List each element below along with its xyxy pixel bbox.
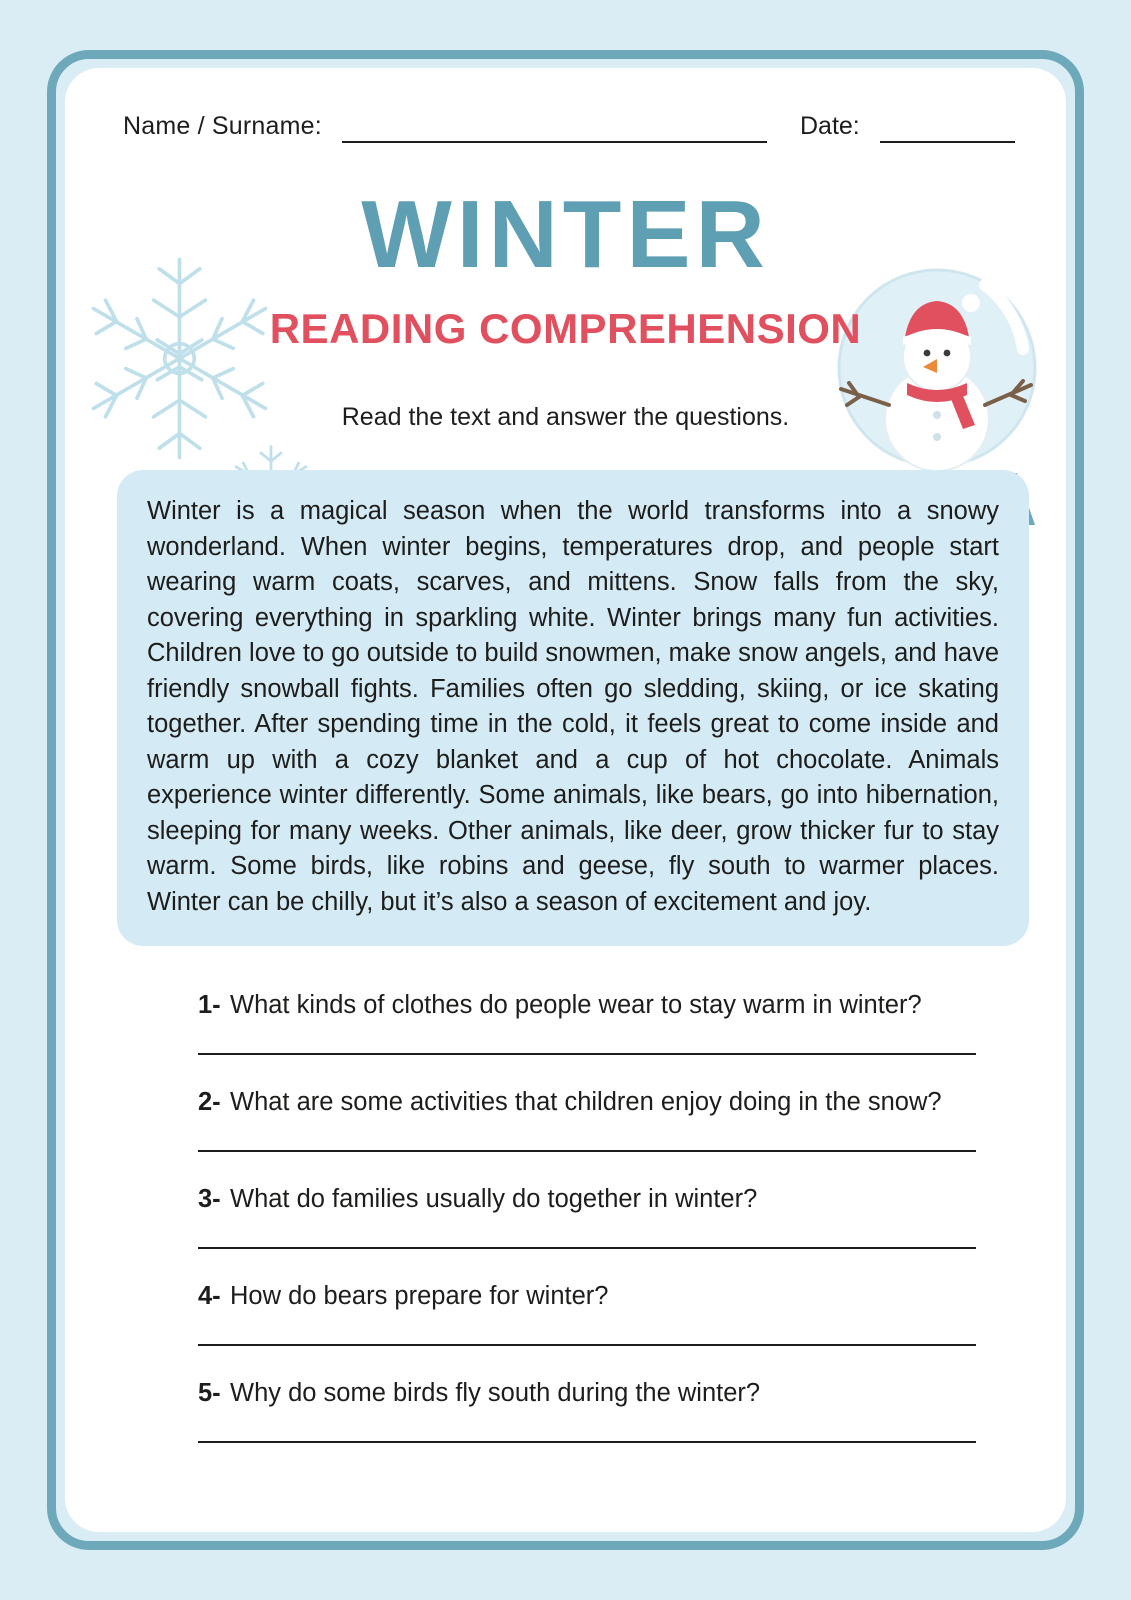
snowflake-icon <box>87 251 272 466</box>
answer-line[interactable] <box>198 1344 976 1346</box>
answer-line[interactable] <box>198 1053 976 1055</box>
answer-line[interactable] <box>198 1150 976 1152</box>
question-number: 4- <box>198 1282 221 1310</box>
question-text: What are some activities that children enjoy doing in the snow? <box>230 1088 942 1116</box>
page-subtitle: READING COMPREHENSION <box>269 305 862 352</box>
name-input-line[interactable] <box>342 141 767 143</box>
question-number: 3- <box>198 1185 221 1213</box>
passage-text: Winter is a magical season when the world transforms into a snowy wonderland. When winter begins, temperatures drop, and people start wearing warm coats, scarves, and mittens. Snow falls from the sky, covering everything in sparkling white. Winter brings many fun activities. Children love to go outside to build snowmen, make snow angels, and have friendly snowball fights. Families often go sledding, skiing, or ice skating together. After spending time in the cold, it feels great to come inside and warm up with a cozy blanket and a cup of hot chocolate. Animals experience winter differently. Some animals, like bears, go into hibernation, sleeping for many weeks. Other animals, like deer, grow thicker fur to stay warm. Some birds, like robins and geese, fly south to warmer places. Winter can be chilly, but it’s also a season of excitement and joy. <box>147 497 999 916</box>
page-title: WINTER <box>361 181 770 288</box>
worksheet-page <box>47 50 1084 1550</box>
reading-passage <box>117 470 1029 946</box>
questions-list <box>117 991 1029 1476</box>
date-label: Date: <box>800 112 860 140</box>
question-item <box>117 991 1029 1088</box>
question-text: Why do some birds fly south during the winter? <box>230 1379 761 1407</box>
question-number: 1- <box>198 991 221 1019</box>
question-text: What kinds of clothes do people wear to stay warm in winter? <box>230 991 922 1019</box>
student-info-row <box>65 112 1066 148</box>
name-label: Name / Surname: <box>123 112 322 140</box>
answer-line[interactable] <box>198 1247 976 1249</box>
instruction-text: Read the text and answer the questions. <box>341 403 790 431</box>
question-item <box>117 1282 1029 1379</box>
question-number: 5- <box>198 1379 221 1407</box>
question-item <box>117 1185 1029 1282</box>
question-text: How do bears prepare for winter? <box>230 1282 609 1310</box>
question-item <box>117 1088 1029 1185</box>
question-item <box>117 1379 1029 1476</box>
title-block <box>65 173 1066 463</box>
worksheet-sheet <box>65 68 1066 1532</box>
question-text: What do families usually do together in winter? <box>230 1185 758 1213</box>
date-input-line[interactable] <box>880 141 1015 143</box>
answer-line[interactable] <box>198 1441 976 1443</box>
question-number: 2- <box>198 1088 221 1116</box>
